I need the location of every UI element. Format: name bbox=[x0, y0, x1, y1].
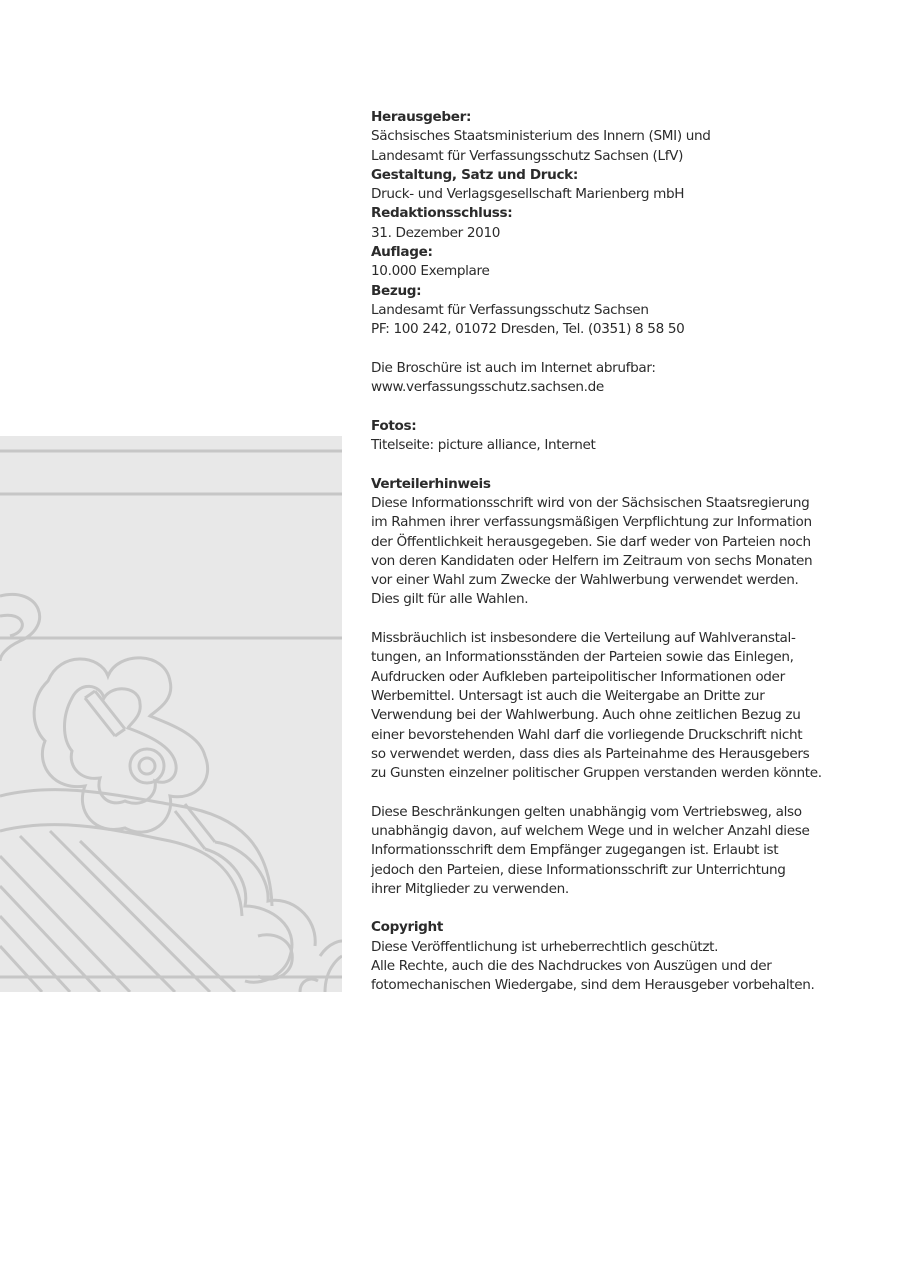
imprint-block bbox=[371, 108, 811, 340]
distribution-p1-line: Dies gilt für alle Wahlen. bbox=[371, 591, 529, 608]
design-label: Gestaltung, Satz und Druck: bbox=[371, 166, 578, 183]
distribution-p1-line: von deren Kandidaten oder Helfern im Zeitraum von sechs Monaten bbox=[371, 552, 813, 569]
copyright-block bbox=[371, 918, 815, 995]
internet-text: Die Broschüre ist auch im Internet abrufbar: bbox=[371, 359, 656, 376]
distribution-p2-line: zu Gunsten einzelner politischer Gruppen verstanden werden könnte. bbox=[371, 765, 822, 782]
distribution-heading: Verteilerhinweis bbox=[371, 475, 491, 492]
copyright-heading: Copyright bbox=[371, 919, 444, 936]
photos-block bbox=[371, 417, 811, 456]
distribution-p2-line: Missbräuchlich ist insbesondere die Verteilung auf Wahlveranstal- bbox=[371, 630, 796, 647]
distribution-p1-line: im Rahmen ihrer verfassungsmäßigen Verpflichtung zur Information bbox=[371, 514, 812, 531]
design-text: Druck- und Verlagsgesellschaft Marienberg mbH bbox=[371, 186, 685, 203]
photos-label: Fotos: bbox=[371, 417, 417, 434]
internet-block bbox=[371, 359, 811, 398]
copyright-line: fotomechanischen Wiedergabe, sind dem Herausgeber vorbehalten. bbox=[371, 977, 815, 994]
distribution-p3-line: unabhängig davon, auf welchem Wege und in welcher Anzahl diese bbox=[371, 822, 810, 839]
copyright-line: Alle Rechte, auch die des Nachdruckes von Auszügen und der bbox=[371, 958, 772, 975]
deadline-text: 31. Dezember 2010 bbox=[371, 224, 501, 241]
distribution-p2-line: Verwendung bei der Wahlwerbung. Auch ohne zeitlichen Bezug zu bbox=[371, 707, 801, 724]
publisher-label: Herausgeber: bbox=[371, 109, 472, 125]
copyright-line: Diese Veröffentlichung ist urheberrechtlich geschützt. bbox=[371, 938, 719, 955]
deadline-label: Redaktionsschluss: bbox=[371, 205, 513, 222]
distribution-p2-line: Aufdrucken oder Aufkleben parteipolitischer Informationen oder bbox=[371, 668, 785, 685]
distribution-p3-line: Informationsschrift dem Empfänger zugegangen ist. Erlaubt ist bbox=[371, 842, 779, 859]
distribution-p3-line: jedoch den Parteien, diese Informationsschrift zur Unterrichtung bbox=[371, 861, 786, 878]
source-label: Bezug: bbox=[371, 282, 422, 299]
photos-text: Titelseite: picture alliance, Internet bbox=[371, 437, 596, 454]
distribution-p3-line: ihrer Mitglieder zu verwenden. bbox=[371, 880, 569, 897]
source-line: Landesamt für Verfassungsschutz Sachsen bbox=[371, 301, 649, 318]
distribution-p2-line: tungen, an Informationsständen der Parteien sowie das Einlegen, bbox=[371, 649, 794, 666]
publisher-line: Sächsisches Staatsministerium des Innern (SMI) und bbox=[371, 128, 711, 145]
distribution-p3-line: Diese Beschränkungen gelten unabhängig vom Vertriebsweg, also bbox=[371, 803, 802, 820]
source-line: PF: 100 242, 01072 Dresden, Tel. (0351) 8 58 50 bbox=[371, 321, 685, 338]
publisher-line: Landesamt für Verfassungsschutz Sachsen (LfV) bbox=[371, 147, 684, 164]
distribution-p2-line: einer bevorstehenden Wahl darf die vorliegende Druckschrift nicht bbox=[371, 726, 803, 743]
distribution-p2-line: so verwendet werden, dass dies als Parteinahme des Herausgebers bbox=[371, 745, 810, 762]
distribution-p1-line: der Öffentlichkeit herausgegeben. Sie darf weder von Parteien noch bbox=[371, 533, 811, 550]
saxony-coat-of-arms-watermark bbox=[0, 436, 342, 992]
imprint-text-column bbox=[371, 108, 822, 996]
website-url: www.verfassungsschutz.sachsen.de bbox=[371, 379, 604, 396]
edition-label: Auflage: bbox=[371, 244, 433, 261]
distribution-p2-line: Werbemittel. Untersagt ist auch die Weitergabe an Dritte zur bbox=[371, 687, 765, 704]
distribution-block bbox=[371, 475, 822, 900]
distribution-p1-line: Diese Informationsschrift wird von der Sächsischen Staatsregierung bbox=[371, 494, 810, 511]
edition-text: 10.000 Exemplare bbox=[371, 263, 490, 280]
distribution-p1-line: vor einer Wahl zum Zwecke der Wahlwerbung verwendet werden. bbox=[371, 572, 799, 589]
